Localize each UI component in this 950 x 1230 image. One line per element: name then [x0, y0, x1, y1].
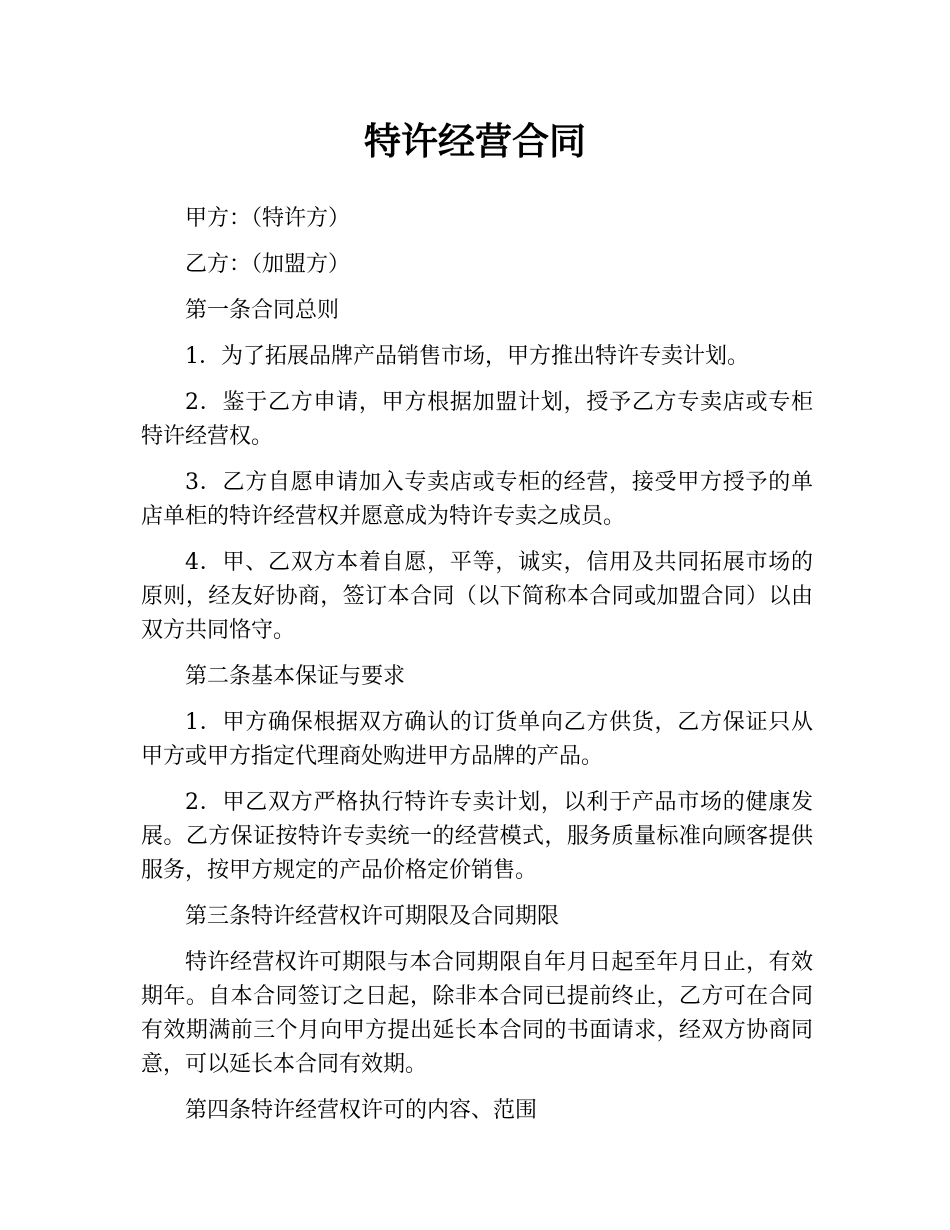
article-2-heading: 第二条基本保证与要求 [185, 664, 406, 689]
document-title: 特许经营合同 [364, 120, 586, 163]
article-1-clause-3: 3．乙方自愿申请加入专卖店或专柜的经营，接受甲方授予的单店单柜的特许经营权并愿意成为特许专卖之成员。 [141, 470, 813, 529]
article-1-heading: 第一条合同总则 [185, 298, 340, 323]
article-1-clause-2: 2．鉴于乙方申请，甲方根据加盟计划，授予乙方专卖店或专柜特许经营权。 [141, 390, 813, 449]
party-b-line: 乙方：（加盟方） [185, 252, 351, 277]
article-3-heading: 第三条特许经营权许可期限及合同期限 [185, 904, 560, 929]
article-1-clause-1: 1．为了拓展品牌产品销售市场，甲方推出特许专卖计划。 [185, 344, 749, 369]
article-1-clause-4: 4．甲、乙双方本着自愿，平等，诚实，信用及共同拓展市场的原则，经友好协商，签订本合同（以下简称本合同或加盟合同）以由双方共同恪守。 [141, 550, 813, 643]
article-4-heading: 第四条特许经营权许可的内容、范围 [185, 1098, 538, 1123]
document-body [141, 202, 813, 1140]
article-2-clause-2: 2．甲乙双方严格执行特许专卖计划，以利于产品市场的健康发展。乙方保证按特许专卖统一的经营模式，服务质量标准向顾客提供服务，按甲方规定的产品价格定价销售。 [141, 790, 813, 883]
article-3-body: 特许经营权许可期限与本合同期限自年月日起至年月日止，有效期年。自本合同签订之日起，除非本合同已提前终止，乙方可在合同有效期满前三个月向甲方提出延长本合同的书面请求，经双方协商同意，可以延长本合同有效期。 [141, 950, 813, 1077]
article-2-clause-1: 1．甲方确保根据双方确认的订货单向乙方供货，乙方保证只从甲方或甲方指定代理商处购进甲方品牌的产品。 [141, 710, 813, 769]
party-a-line: 甲方：（特许方） [185, 206, 351, 231]
